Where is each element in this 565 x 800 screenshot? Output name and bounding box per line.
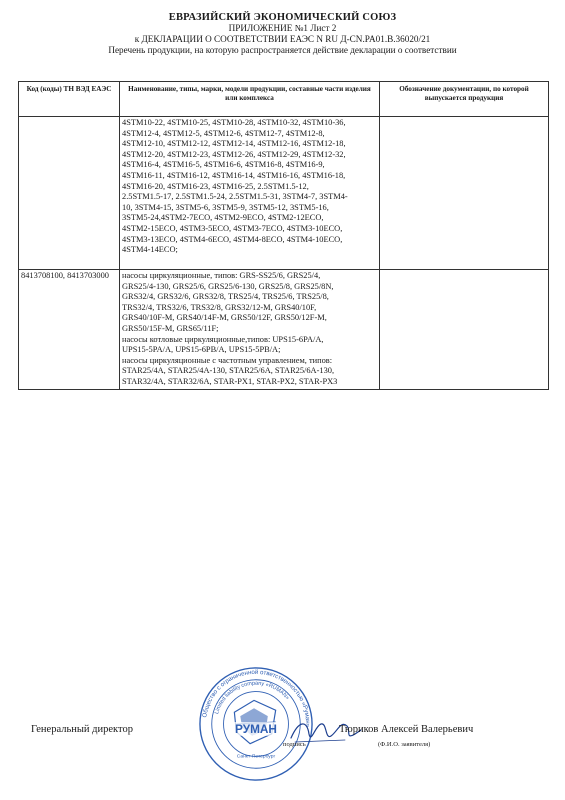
table-header-row <box>19 82 549 117</box>
seal-inner-text: Limited liability company «RUMAN» <box>214 680 291 715</box>
product-line: 4STM16-20, 4STM16-23, 4STM16-25, 2.5STM1.5-12, <box>122 181 309 191</box>
product-description-cell <box>120 270 380 390</box>
appendix-title: ПРИЛОЖЕНИЕ №1 Лист 2 <box>228 23 337 33</box>
product-line: GRS25/4-130, GRS25/6, GRS25/6-130, GRS25/8, GRS25/8N, <box>122 281 334 291</box>
product-line: 2.5STM1.5-17, 2.5STM1.5-24, 2.5STM1.5-31, 3STM4-7, 3STM4- <box>122 192 348 202</box>
code-cell <box>19 117 120 270</box>
list-subtitle: Перечень продукции, на которую распространяется действие декларации о соответствии <box>108 45 457 55</box>
product-line: 4STM3-13ECO, 4STM4-6ECO, 4STM4-8ECO, 4STM4-10ECO, <box>122 234 343 244</box>
product-line: 10, 3STM4-15, 3STM5-6, 3STM5-9, 3STM5-12, 3STM5-16, <box>122 202 329 212</box>
product-line: 4STM4-14ECO; <box>122 245 178 255</box>
product-line: 4STM12-10, 4STM12-12, 4STM12-14, 4STM12-16, 4STM12-18, <box>122 139 346 149</box>
product-line: 3STM5-24,4STM2-7ECO, 4STM2-9ECO, 4STM2-12ECO, <box>122 213 324 223</box>
document-header <box>0 12 565 56</box>
product-line: UPS15-5PA/A, UPS15-6PB/A, UPS15-5PB/A; <box>122 345 281 355</box>
product-line: GRS32/4, GRS32/6, GRS32/8, TRS25/4, TRS25/6, TRS25/8, <box>122 292 329 302</box>
product-line: TRS32/4, TRS32/6, TRS32/8, GRS32/12-M, GRS40/10F, <box>122 302 317 312</box>
documentation-cell <box>380 270 549 390</box>
product-line: 4STM16-4, 4STM16-5, 4STM16-6, 4STM16-8, 4STM16-9, <box>122 160 325 170</box>
declaration-reference: к ДЕКЛАРАЦИИ О СООТВЕТСТВИИ ЕАЭС N RU Д-CN.PA01.B.36020/21 <box>134 34 431 44</box>
signature-caption: подпись <box>283 741 306 748</box>
name-caption: (Ф.И.О. заявителя) <box>378 741 431 748</box>
product-line: 4STM12-20, 4STM12-23, 4STM12-26, 4STM12-29, 4STM12-32, <box>122 149 346 159</box>
product-line: 4STM16-11, 4STM16-12, 4STM16-14, 4STM16-16, 4STM16-18, <box>122 170 346 180</box>
product-line: STAR25/4A, STAR25/4A-130, STAR25/6A, STAR25/6A-130, <box>122 366 335 376</box>
product-line: STAR32/4A, STAR32/6A, STAR-PX1, STAR-PX2, STAR-PX3 <box>122 376 338 386</box>
product-line: 4STM10-22, 4STM10-25, 4STM10-28, 4STM10-32, 4STM10-36, <box>122 118 346 127</box>
seal-outer-text: Общество с ограниченной ответственностью «Руман» <box>201 668 312 728</box>
table-row <box>19 270 549 390</box>
product-line: 4STM2-15ECO, 4STM3-5ECO, 4STM3-7ECO, 4STM3-10ECO, <box>122 223 343 233</box>
signatory-position: Генеральный директор <box>31 724 133 735</box>
product-line: GRS40/10F-M, GRS40/14F-M, GRS50/12F, GRS50/12F-M, <box>122 313 327 323</box>
column-header-doc: Обозначение документации, по которой выпускается продукция <box>380 82 549 117</box>
union-title: ЕВРАЗИЙСКИЙ ЭКОНОМИЧЕСКИЙ СОЮЗ <box>168 12 397 23</box>
column-header-code: Код (коды) ТН ВЭД ЕАЭС <box>19 82 120 117</box>
product-description-cell <box>120 117 380 270</box>
product-line: насосы циркуляционные с частотным управлением, типов: <box>122 355 333 365</box>
signatory-name: Тюриков Алексей Валерьевич <box>339 724 474 735</box>
product-line: насосы котловые циркуляционные,типов: UPS15-6PA/A, <box>122 334 324 344</box>
code-cell: 8413708100, 8413703000 <box>19 270 120 390</box>
table-row <box>19 117 549 270</box>
product-line: 4STM12-4, 4STM12-5, 4STM12-6, 4STM12-7, 4STM12-8, <box>122 128 325 138</box>
product-line: насосы циркуляционные, типов: GRS-SS25/6, GRS25/4, <box>122 271 321 280</box>
product-line: GRS50/15F-M, GRS65/11F; <box>122 323 219 333</box>
documentation-cell <box>380 117 549 270</box>
column-header-name: Наименование, типы, марки, модели продукции, составные части изделия или комплекса <box>120 82 380 117</box>
seal-center-text: РУМАН <box>235 721 277 736</box>
seal-city-text: Санкт-Петербург <box>236 754 276 760</box>
products-table <box>18 81 549 390</box>
